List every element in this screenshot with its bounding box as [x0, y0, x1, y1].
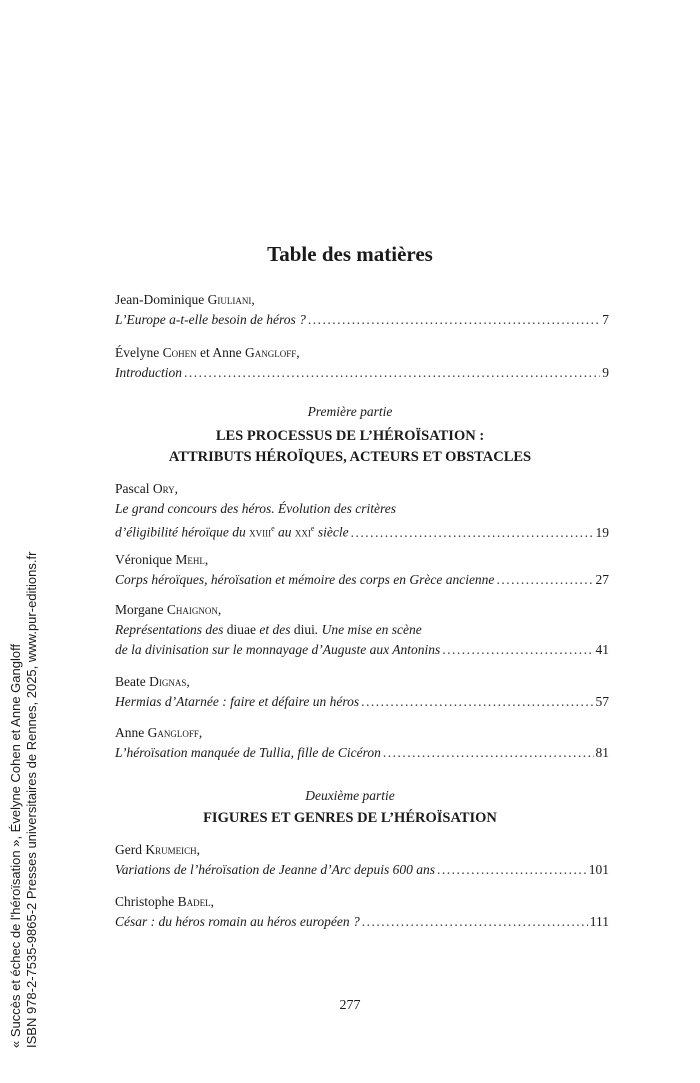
toc-entry [115, 290, 609, 330]
entry-author: Véronique Mehl, [115, 552, 209, 567]
toc-entry [115, 840, 609, 880]
entry-title-line [115, 860, 609, 880]
entry-title: Hermias d’Atarnée : faire et défaire un héros [115, 694, 360, 709]
toc-entry [115, 479, 609, 543]
entry-page: 111 [589, 914, 609, 929]
part-title: LES PROCESSUS DE L’HÉROÏSATION : ATTRIBUTS HÉROÏQUES, ACTEURS ET OBSTACLES [168, 428, 532, 465]
entry-title: César : du héros romain au héros européen ? [115, 914, 360, 929]
page-title: Table des matières [267, 242, 433, 266]
entry-title-line [115, 363, 609, 383]
part-label: Deuxième partie [305, 788, 395, 803]
entry-author: Beate Dignas, [115, 674, 190, 689]
entry-title: L’héroïsation manquée de Tullia, fille de Cicéron [115, 745, 381, 760]
toc-entry [115, 550, 609, 590]
dot-leader [437, 860, 587, 880]
entry-title: Introduction [115, 365, 182, 380]
entry-page: 57 [595, 694, 609, 709]
dot-leader [496, 570, 593, 590]
entry-title-line [115, 912, 609, 932]
part-label: Première partie [307, 404, 393, 419]
entry-page: 41 [595, 642, 609, 657]
toc-entry [115, 343, 609, 383]
entry-title-line [115, 519, 609, 543]
entry-author: Christophe Badel, [115, 894, 214, 909]
entry-author: Évelyne Cohen et Anne Gangloff, [115, 345, 300, 360]
dot-leader [383, 743, 594, 763]
entry-title-line [115, 310, 609, 330]
dot-leader [184, 363, 600, 383]
entry-title: Le grand concours des héros. Évolution des critères [115, 501, 396, 516]
entry-author: Anne Gangloff, [115, 725, 203, 740]
dot-leader [362, 912, 588, 932]
copyright-sidebar [8, 488, 68, 1048]
entry-title: de la divinisation sur le monnayage d’Auguste aux Antonins [115, 642, 441, 657]
entry-title-line [115, 692, 609, 712]
entry-page: 101 [588, 862, 609, 877]
entry-author: Morgane Chaignon, [115, 602, 222, 617]
entry-author: Jean-Dominique Giuliani, [115, 292, 255, 307]
entry-page: 27 [595, 572, 609, 587]
entry-title-line [115, 743, 609, 763]
dot-leader [308, 310, 600, 330]
entry-title: Représentations des diuae et des diui. Une mise en scène [115, 622, 422, 637]
entry-title-line [115, 640, 609, 660]
toc-entry [115, 600, 609, 660]
dot-leader [361, 692, 593, 712]
entry-page: 9 [602, 365, 609, 380]
entry-title: Corps héroïques, héroïsation et mémoire des corps en Grèce ancienne [115, 572, 495, 587]
entry-title-line [115, 570, 609, 590]
part-title: FIGURES ET GENRES DE L’HÉROÏSATION [203, 810, 497, 826]
toc-entry [115, 672, 609, 712]
toc-entry [115, 723, 609, 763]
entry-title: d’éligibilité héroïque du xviii$^e$ au xxi$^e$ siècle [115, 524, 349, 540]
entry-author: Pascal Ory, [115, 481, 179, 496]
sidebar-line: « Succès et échec de l'héroïsation », Évelyne Cohen et Anne Gangloff [8, 643, 23, 1048]
entry-page: 19 [595, 524, 609, 540]
toc-entry [115, 892, 609, 932]
entry-page: 81 [595, 745, 609, 760]
entry-author: Gerd Krumeich, [115, 842, 201, 857]
entry-title: L’Europe a-t-elle besoin de héros ? [115, 312, 306, 327]
entry-page: 7 [602, 312, 609, 327]
dot-leader [351, 523, 594, 543]
page-number: 277 [339, 998, 361, 1013]
entry-title: Variations de l’héroïsation de Jeanne d’Arc depuis 600 ans [115, 862, 435, 877]
dot-leader [442, 640, 593, 660]
sidebar-line: ISBN 978-2-7535-9865-2 Presses universitaires de Rennes, 2025, www.pur-editions.fr [24, 551, 39, 1048]
